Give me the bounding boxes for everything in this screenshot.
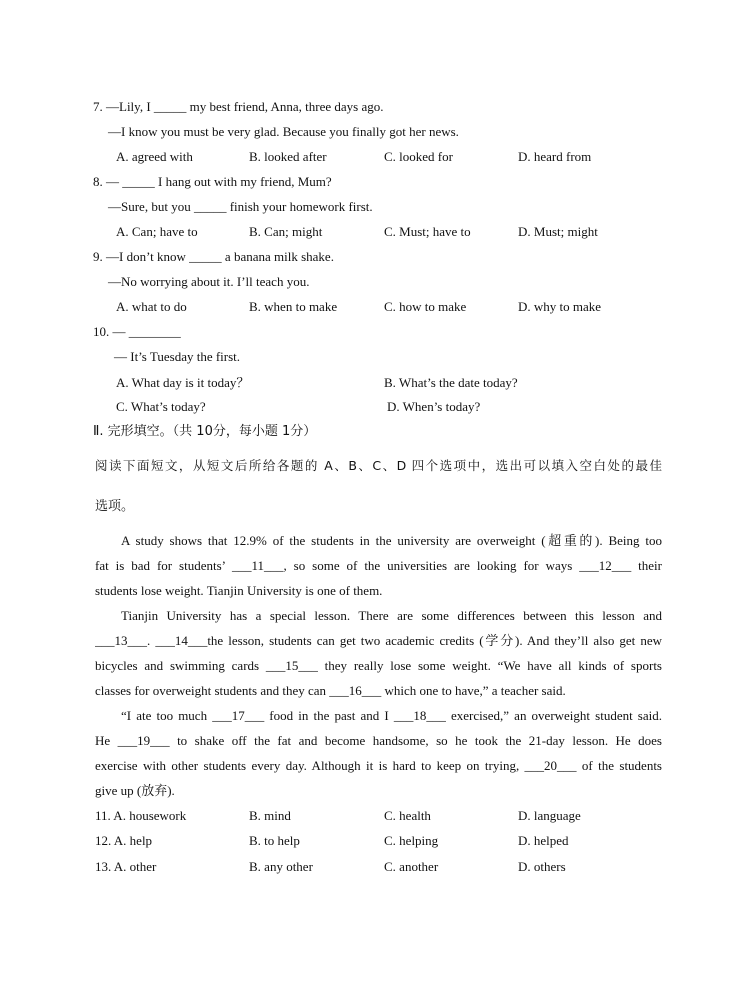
choice-13-c: C. another	[384, 859, 439, 874]
question-10-option-d: D. When’s today?	[387, 399, 481, 414]
choice-11-a: 11. A. housework	[95, 808, 187, 823]
question-7-prompt: 7. —Lily, I _____ my best friend, Anna, three days ago.	[93, 99, 384, 114]
question-10-prompt: 10. — ________	[93, 324, 181, 339]
passage-line: A study shows that 12.9% of the students in the university are overweight (超重的). Being too	[121, 533, 662, 548]
section-2-instruction: 阅读下面短文，从短文后所给各题的 A、B、C、D 四个选项中，选出可以填入空白处的最佳	[95, 458, 662, 473]
question-8-option-a: A. Can; have to	[116, 224, 198, 239]
question-7-option-c: C. looked for	[384, 149, 453, 164]
section-2-title: Ⅱ. 完形填空。（共 10分，每小题 1分）	[93, 424, 317, 439]
question-7-option-b: B. looked after	[249, 149, 327, 164]
question-7-option-a: A. agreed with	[116, 149, 193, 164]
question-7-reply: —I know you must be very glad. Because you finally got her news.	[108, 124, 459, 139]
passage-line: bicycles and swimming cards ___15___ they really lose some weight. “We have all kinds of sports	[95, 658, 662, 673]
passage-line: give up (放弃).	[95, 783, 175, 798]
question-8-option-d: D. Must; might	[518, 224, 598, 239]
question-7-option-d: D. heard from	[518, 149, 592, 164]
question-9-reply: —No worrying about it. I’ll teach you.	[108, 274, 310, 289]
passage-line: students lose weight. Tianjin University is one of them.	[95, 583, 383, 598]
question-10-option-b: B. What’s the date today?	[384, 375, 518, 390]
choice-12-a: 12. A. help	[95, 833, 153, 848]
choice-12-d: D. helped	[518, 833, 569, 848]
choice-11-b: B. mind	[249, 808, 291, 823]
choice-12-c: C. helping	[384, 833, 439, 848]
passage-line: exercise with other students every day. Although it is hard to keep on trying, ___20___ of the students	[95, 758, 662, 773]
question-9-option-d: D. why to make	[518, 299, 602, 314]
passage-line: fat is bad for students’ ___11___, so some of the universities are looking for ways ___12___ their	[95, 558, 662, 573]
question-10-option-a: A. What day is it today？	[116, 375, 250, 390]
passage-line: Tianjin University has a special lesson. There are some differences between this lesson and	[121, 608, 662, 623]
choice-12-b: B. to help	[249, 833, 300, 848]
question-8-prompt: 8. — _____ I hang out with my friend, Mum?	[93, 174, 332, 189]
question-9-option-b: B. when to make	[249, 299, 338, 314]
question-9-option-c: C. how to make	[384, 299, 467, 314]
question-8-option-b: B. Can; might	[249, 224, 323, 239]
passage-line: He ___19___ to shake off the fat and become handsome, so he took the 21-day lesson. He does	[95, 733, 662, 748]
section-2-instruction-end: 选项。	[95, 499, 135, 514]
choice-11-c: C. health	[384, 808, 431, 823]
passage-line: “I ate too much ___17___ food in the past and I ___18___ exercised,” an overweight student said.	[121, 708, 662, 723]
choice-11-d: D. language	[518, 808, 581, 823]
passage-line: ___13___. ___14___the lesson, students can get two academic credits (学分). And they’ll also get new	[95, 633, 662, 648]
question-10-reply: — It’s Tuesday the first.	[114, 349, 241, 364]
choice-13-b: B. any other	[249, 859, 313, 874]
question-9-option-a: A. what to do	[116, 299, 187, 314]
question-9-prompt: 9. —I don’t know _____ a banana milk shake.	[93, 249, 334, 264]
passage-line: classes for overweight students and they can ___16___ which one to have,” a teacher said.	[95, 683, 566, 698]
question-8-option-c: C. Must; have to	[384, 224, 471, 239]
choice-13-a: 13. A. other	[95, 859, 157, 874]
choice-13-d: D. others	[518, 859, 566, 874]
question-8-reply: —Sure, but you _____ finish your homework first.	[108, 199, 373, 214]
question-10-option-c: C. What’s today?	[116, 399, 206, 414]
